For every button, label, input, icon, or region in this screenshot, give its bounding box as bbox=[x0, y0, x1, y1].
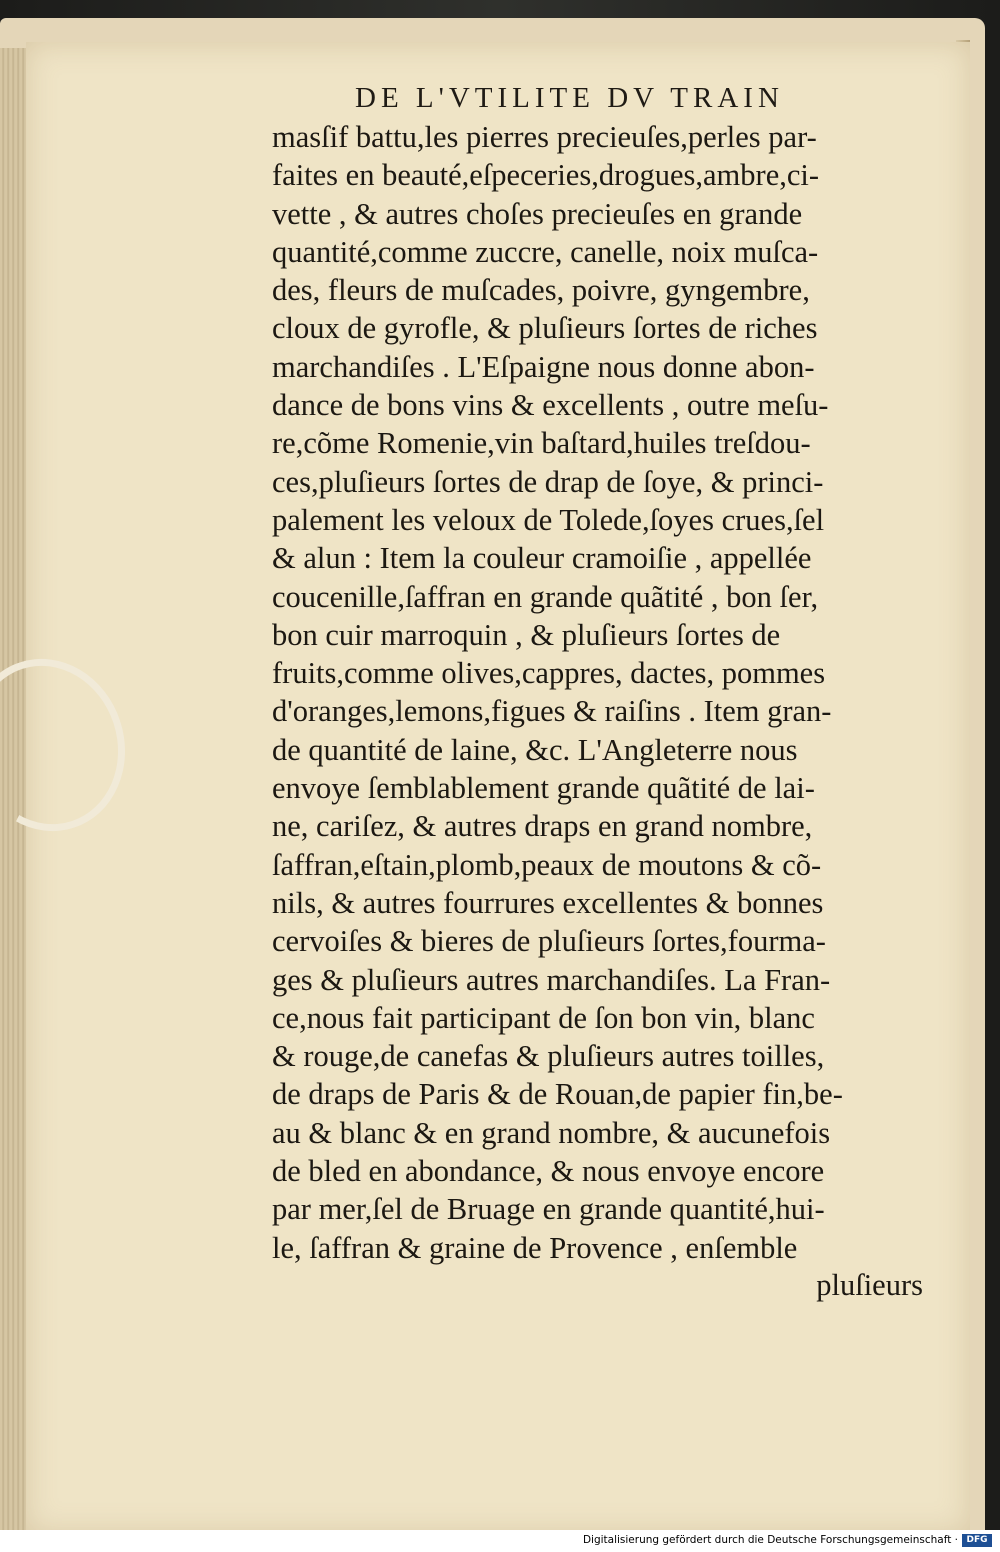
text-line: ce,nous fait participant de ſon bon vin, blanc bbox=[272, 1000, 815, 1035]
text-line: faites en beauté,eſpeceries,drogues,ambre,ci- bbox=[272, 158, 820, 193]
text-line: par mer,ſel de Bruage en grande quantité,hui- bbox=[272, 1192, 825, 1227]
digitization-footer bbox=[0, 1530, 1000, 1552]
text-line: nils, & autres fourrures excellentes & bonnes bbox=[272, 885, 824, 920]
text-line: ges & pluſieurs autres marchandiſes. La Fran- bbox=[272, 962, 831, 997]
text-line: ces,pluſieurs ſortes de drap de ſoye, & princi- bbox=[272, 464, 824, 499]
text-line: & rouge,de canefas & pluſieurs autres toilles, bbox=[272, 1039, 825, 1074]
text-line: ſaffran,eſtain,plomb,peaux de moutons & cõ- bbox=[272, 847, 822, 882]
text-line: dance de bons vins & excellents , outre meſu- bbox=[272, 388, 829, 423]
text-line: marchandiſes . L'Eſpaigne nous donne abon- bbox=[272, 349, 815, 384]
text-line: bon cuir marroquin , & pluſieurs ſortes de bbox=[272, 617, 781, 652]
text-line: ne, cariſez, & autres draps en grand nombre, bbox=[272, 809, 813, 844]
text-line: fruits,comme olives,cappres, dactes, pommes bbox=[272, 656, 826, 691]
dfg-logo: DFG bbox=[962, 1534, 992, 1547]
text-line: des, fleurs de muſcades, poivre, gyngembre, bbox=[272, 273, 810, 308]
text-line: masſif battu,les pierres precieuſes,perles par- bbox=[272, 120, 817, 154]
text-line: de draps de Paris & de Rouan,de papier fin,be- bbox=[272, 1077, 843, 1112]
text-line: de bled en abondance, & nous envoye encore bbox=[272, 1154, 825, 1189]
text-line: re,cõme Romenie,vin baſtard,huiles treſdou- bbox=[272, 426, 811, 461]
footer-credit: Digitalisierung gefördert durch die Deutsche Forschungsgemeinschaft · bbox=[582, 1534, 958, 1546]
text-line: cervoiſes & bieres de pluſieurs ſortes,fourma- bbox=[272, 924, 826, 959]
text-line: le, ſaffran & graine de Provence , enſemble bbox=[272, 1230, 798, 1265]
book-page bbox=[0, 18, 985, 1530]
text-line: de quantité de laine, &c. L'Angleterre nous bbox=[272, 732, 798, 767]
text-line: & alun : Item la couleur cramoiſie , appellée bbox=[272, 541, 812, 576]
text-line: au & blanc & en grand nombre, & aucunefois bbox=[272, 1115, 831, 1150]
text-line: vette , & autres choſes precieuſes en grande bbox=[272, 196, 803, 231]
catchword: pluſieurs bbox=[816, 1268, 923, 1302]
text-line: cloux de gyrofle, & pluſieurs ſortes de riches bbox=[272, 311, 818, 346]
text-line: envoye ſemblablement grande quãtité de lai- bbox=[272, 771, 815, 806]
running-head: DE L'VTILITE DV TRAIN bbox=[355, 82, 784, 114]
text-line: d'oranges,lemons,figues & raiſins . Item gran- bbox=[272, 694, 832, 729]
text-line: coucenille,ſaffran en grande quãtité , bon ſer, bbox=[272, 579, 819, 614]
text-line: palement les veloux de Tolede,ſoyes crues,ſel bbox=[272, 502, 825, 537]
body-text bbox=[272, 118, 942, 1267]
text-line: quantité,comme zuccre, canelle, noix muſca- bbox=[272, 234, 819, 269]
